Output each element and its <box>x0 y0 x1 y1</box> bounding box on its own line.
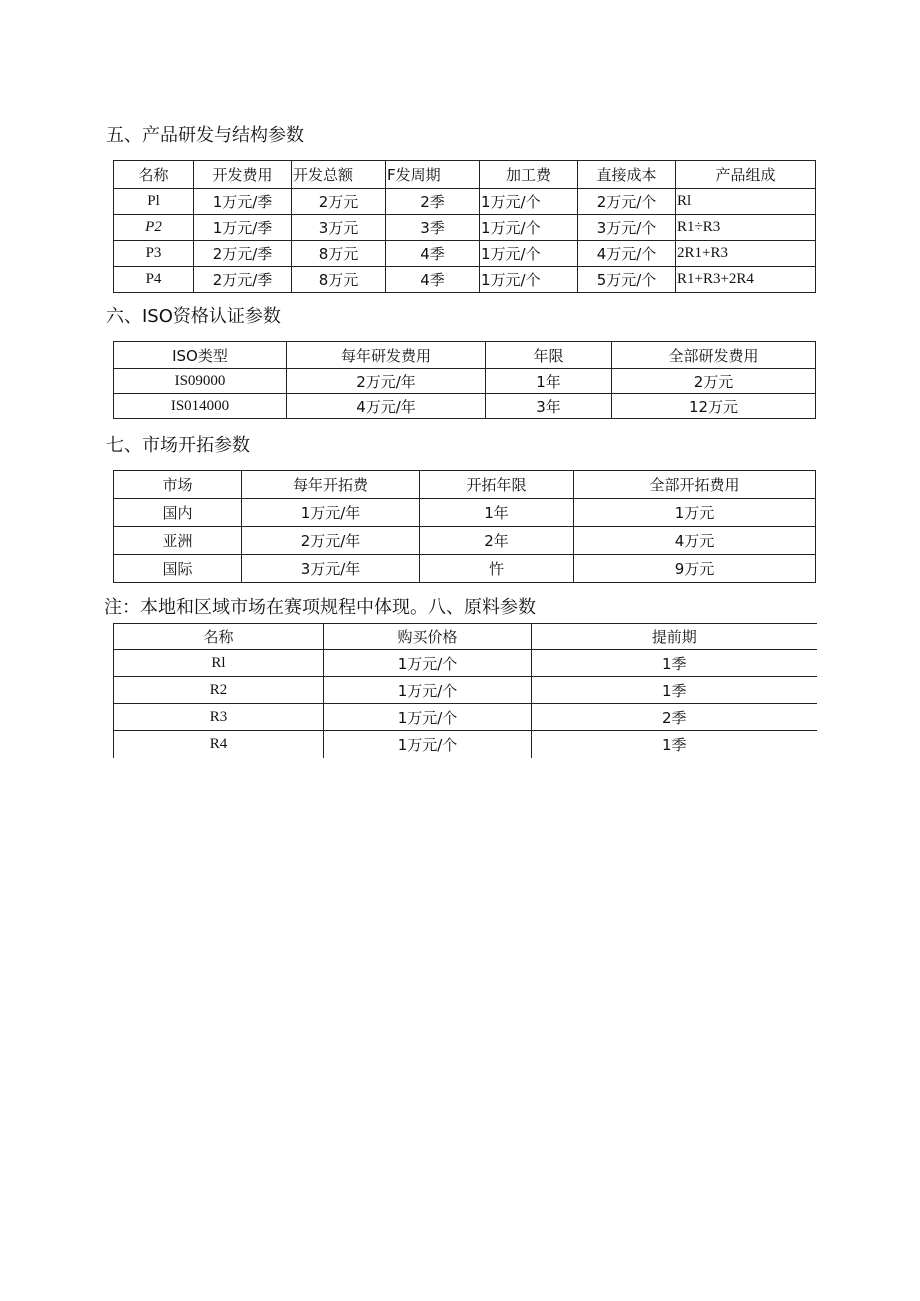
table-row <box>114 499 816 527</box>
cell: 1季 <box>532 650 817 677</box>
cell: 5万元/个 <box>578 267 676 293</box>
cell: 4万元/年 <box>287 394 486 419</box>
cell: 忤 <box>420 555 574 583</box>
header-cell: ISO类型 <box>114 342 287 369</box>
cell: 2R1+R3 <box>676 241 816 267</box>
cell: 1万元/个 <box>480 241 578 267</box>
table-row <box>114 527 816 555</box>
iso-certification-table <box>113 341 816 419</box>
cell: 1季 <box>532 731 817 758</box>
header-cell: 全部研发费用 <box>612 342 816 369</box>
header-cell: 开发总额 <box>292 161 386 189</box>
cell: 1万元 <box>574 499 816 527</box>
cell: Rl <box>676 189 816 215</box>
cell: 1年 <box>420 499 574 527</box>
cell: 3季 <box>386 215 480 241</box>
cell: 2万元/季 <box>194 267 292 293</box>
cell: 2万元 <box>612 369 816 394</box>
cell: P4 <box>114 267 194 293</box>
header-cell: 名称 <box>114 624 324 650</box>
table-row <box>114 241 816 267</box>
cell: 2万元/个 <box>578 189 676 215</box>
cell: IS014000 <box>114 394 287 419</box>
header-cell: 直接成本 <box>578 161 676 189</box>
cell: P3 <box>114 241 194 267</box>
table-row <box>114 369 816 394</box>
header-cell: 每年研发费用 <box>287 342 486 369</box>
section6-heading: 六、ISO资格认证参数 <box>106 306 281 327</box>
table-header-row <box>114 624 817 650</box>
cell: 1万元/个 <box>480 267 578 293</box>
market-development-table <box>113 470 816 583</box>
cell: R3 <box>114 704 324 731</box>
cell: 国际 <box>114 555 242 583</box>
table-row <box>114 650 817 677</box>
cell: 2万元 <box>292 189 386 215</box>
section8-heading: 注：本地和区域市场在赛项规程中体现。八、原料参数 <box>104 597 536 618</box>
cell: 4万元/个 <box>578 241 676 267</box>
cell: R4 <box>114 731 324 758</box>
cell: 4万元 <box>574 527 816 555</box>
cell: P2 <box>114 215 194 241</box>
cell: Rl <box>114 650 324 677</box>
cell: 3万元/个 <box>578 215 676 241</box>
cell: 4季 <box>386 267 480 293</box>
table-row <box>114 394 816 419</box>
cell: 1万元/季 <box>194 215 292 241</box>
cell: IS09000 <box>114 369 287 394</box>
cell: 2万元/年 <box>287 369 486 394</box>
cell: 1年 <box>486 369 612 394</box>
cell: 3万元/年 <box>242 555 420 583</box>
cell: R1÷R3 <box>676 215 816 241</box>
cell: 1万元/季 <box>194 189 292 215</box>
header-cell: 开发费用 <box>194 161 292 189</box>
header-cell: 购买价格 <box>324 624 532 650</box>
cell: 国内 <box>114 499 242 527</box>
header-cell: 名称 <box>114 161 194 189</box>
header-cell: F发周期 <box>386 161 480 189</box>
table-row <box>114 267 816 293</box>
cell: R2 <box>114 677 324 704</box>
header-cell: 年限 <box>486 342 612 369</box>
cell: 3年 <box>486 394 612 419</box>
cell: 亚洲 <box>114 527 242 555</box>
header-cell: 市场 <box>114 471 242 499</box>
cell: Pl <box>114 189 194 215</box>
cell: 9万元 <box>574 555 816 583</box>
cell: R1+R3+2R4 <box>676 267 816 293</box>
header-cell: 全部开拓费用 <box>574 471 816 499</box>
table-row <box>114 555 816 583</box>
section5-heading: 五、产品研发与结构参数 <box>106 125 304 146</box>
header-cell: 开拓年限 <box>420 471 574 499</box>
table-header-row <box>114 161 816 189</box>
cell: 1万元/个 <box>480 189 578 215</box>
cell: 1万元/个 <box>480 215 578 241</box>
cell: 1万元/个 <box>324 677 532 704</box>
table-row <box>114 215 816 241</box>
cell: 2万元/年 <box>242 527 420 555</box>
cell: 8万元 <box>292 267 386 293</box>
table-row <box>114 731 817 758</box>
table-header-row <box>114 471 816 499</box>
table-header-row <box>114 342 816 369</box>
cell: 2年 <box>420 527 574 555</box>
section7-heading: 七、市场开拓参数 <box>106 435 250 456</box>
cell: 2万元/季 <box>194 241 292 267</box>
cell: 8万元 <box>292 241 386 267</box>
table-row <box>114 704 817 731</box>
cell: 2季 <box>532 704 817 731</box>
header-cell: 产品组成 <box>676 161 816 189</box>
table-row <box>114 677 817 704</box>
raw-material-table <box>113 623 817 758</box>
cell: 2季 <box>386 189 480 215</box>
cell: 12万元 <box>612 394 816 419</box>
header-cell: 每年开拓费 <box>242 471 420 499</box>
header-cell: 提前期 <box>532 624 817 650</box>
table-row <box>114 189 816 215</box>
header-cell: 加工费 <box>480 161 578 189</box>
cell: 1季 <box>532 677 817 704</box>
cell: 1万元/年 <box>242 499 420 527</box>
cell: 3万元 <box>292 215 386 241</box>
cell: 4季 <box>386 241 480 267</box>
cell: 1万元/个 <box>324 704 532 731</box>
cell: 1万元/个 <box>324 650 532 677</box>
cell: 1万元/个 <box>324 731 532 758</box>
product-rd-table <box>113 160 816 293</box>
